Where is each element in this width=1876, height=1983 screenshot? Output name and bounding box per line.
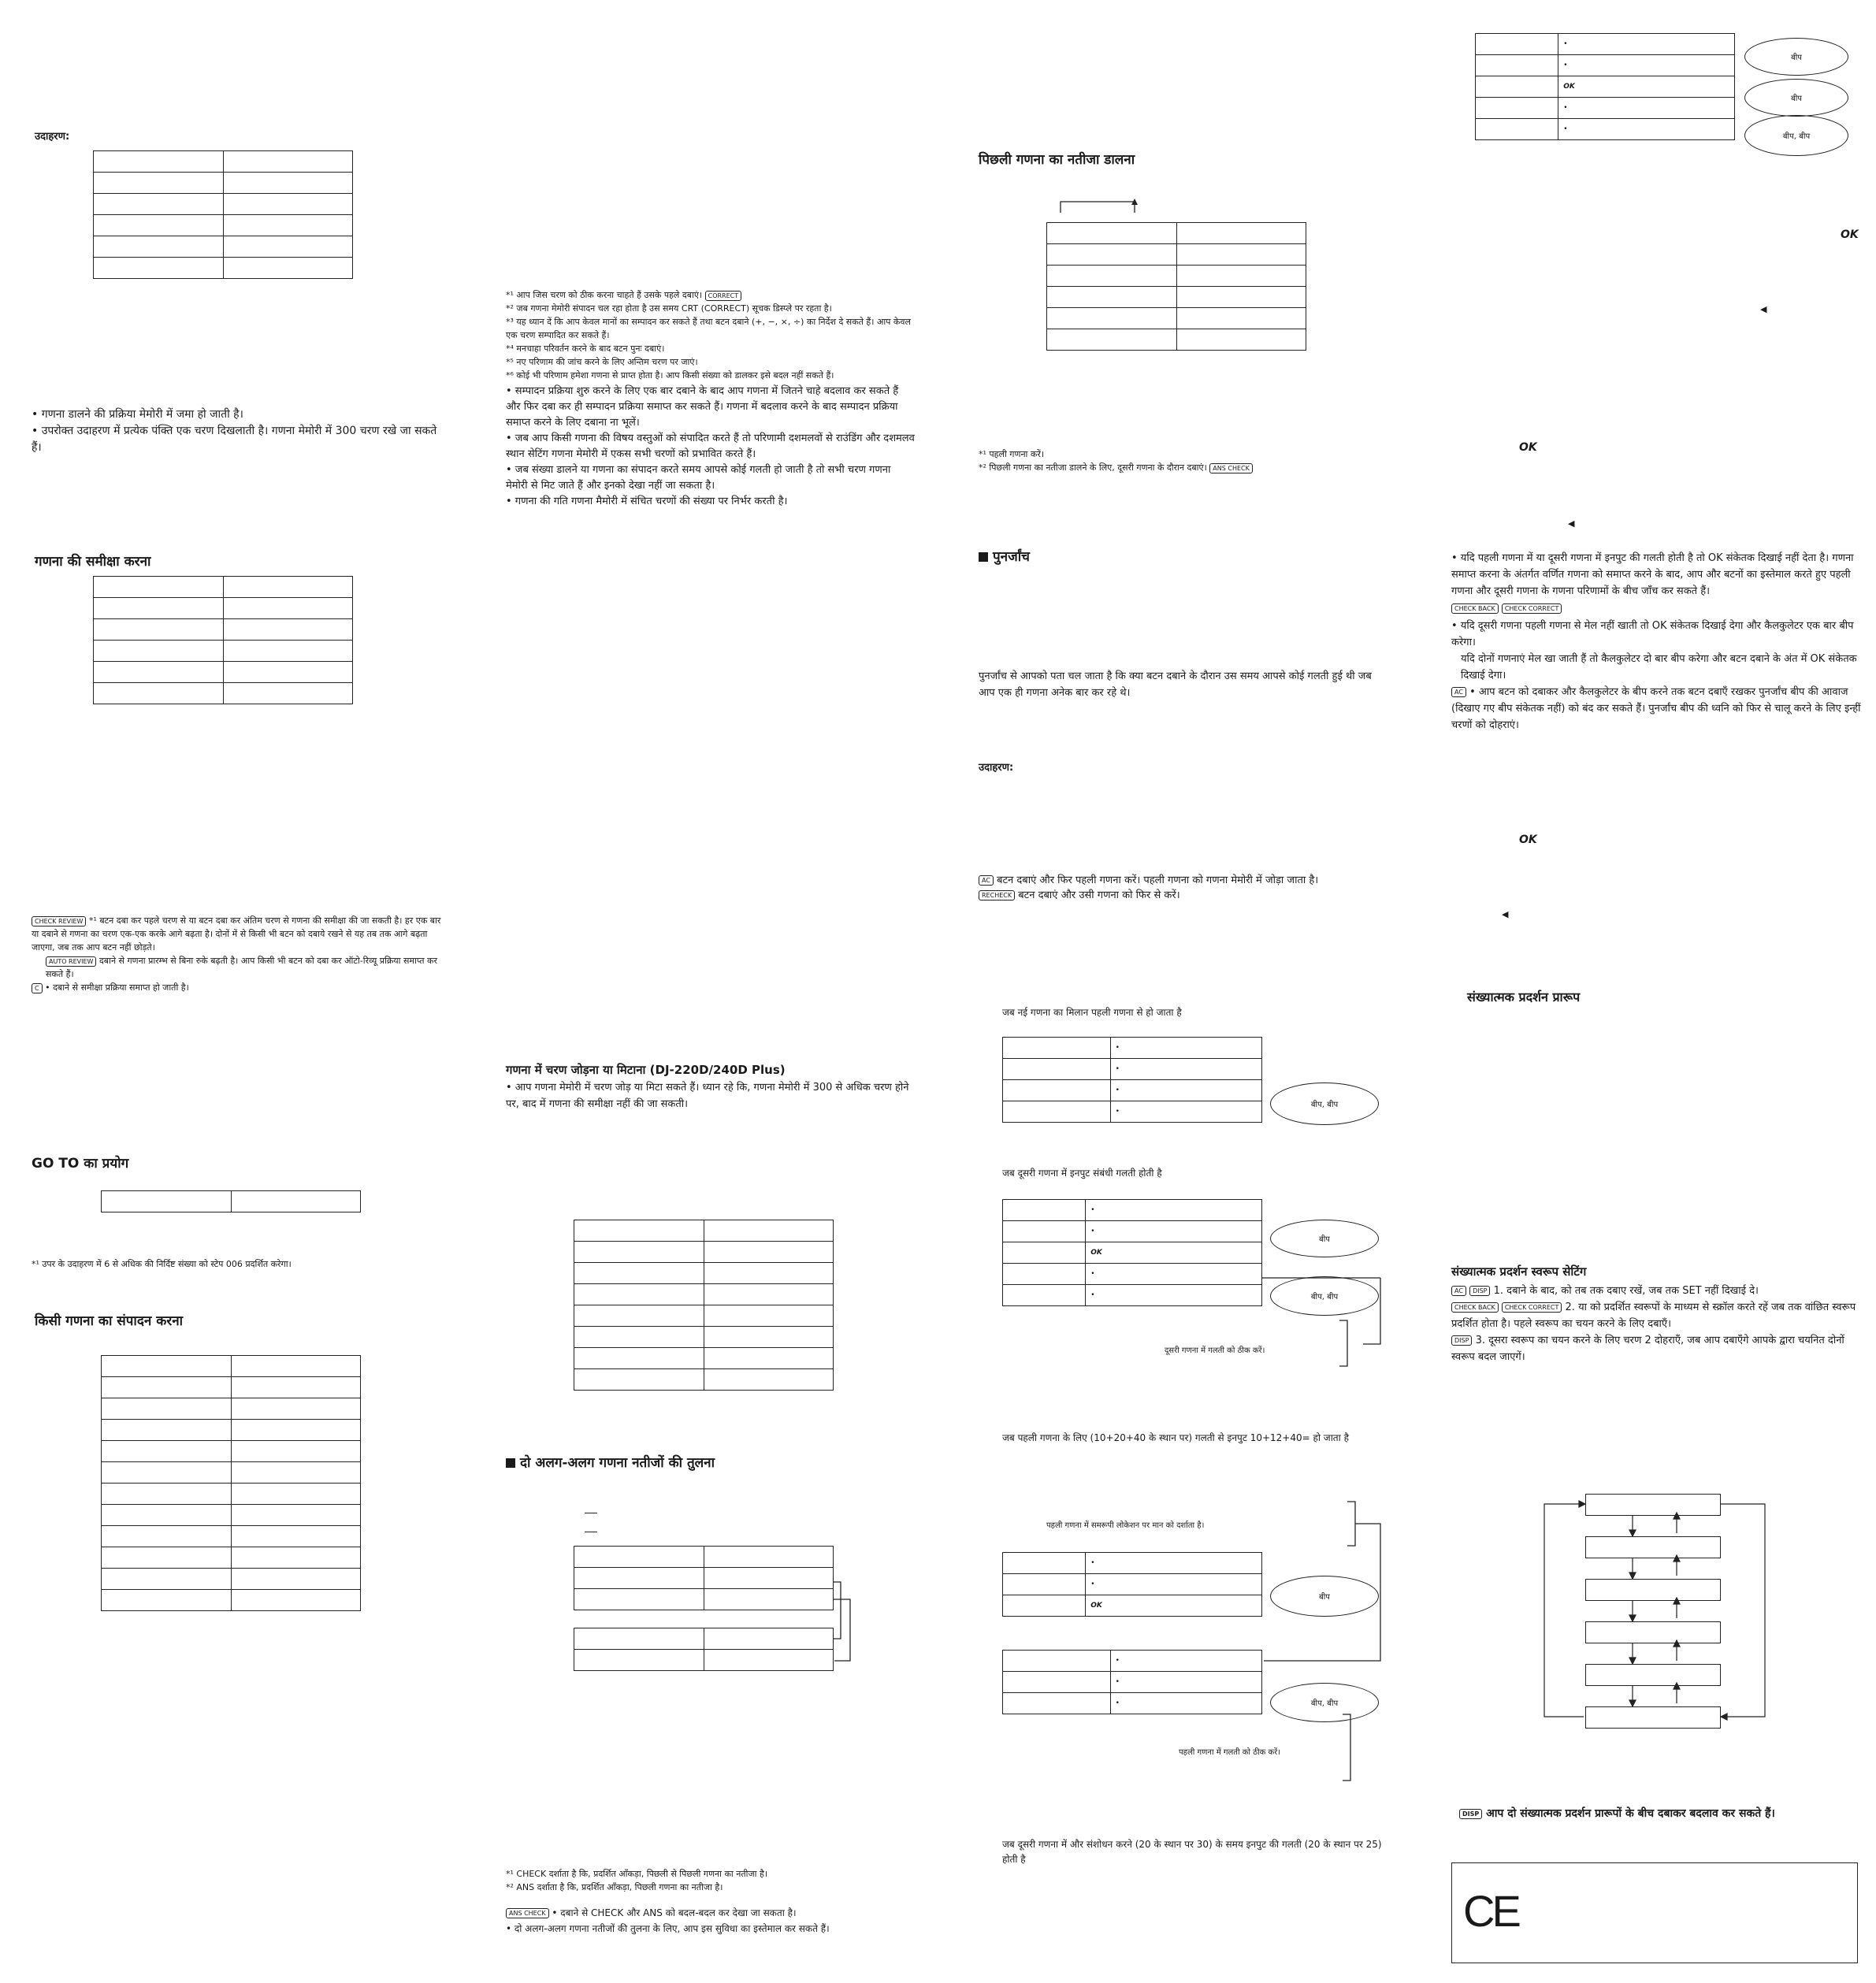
- bullet-item: • उपरोक्त उदाहरण में प्रत्येक पंक्ति एक चरण दिखलाती है। गणना मेमोरी में 300 चरण रखे जा सकते हैं।: [32, 425, 437, 454]
- edit-notes: [506, 288, 916, 510]
- compare-table-1: [574, 1546, 834, 1610]
- square-bullet-icon: [979, 552, 988, 562]
- prev-table: [1046, 222, 1306, 351]
- ok-indicator: OK: [1090, 1602, 1102, 1610]
- prev-heading: पिछली गणना का नतीजा डालना: [979, 152, 1135, 168]
- ok-indicator: OK: [1841, 228, 1859, 241]
- switch-line: [1459, 1806, 1775, 1821]
- edit-table: [101, 1355, 361, 1611]
- recheck-key: RECHECK: [979, 890, 1015, 901]
- beep-bubble: बीप: [1270, 1576, 1379, 1617]
- case3-table-2: • • •: [1002, 1650, 1262, 1714]
- prev-note-text: *² पिछली गणना का नतीजा डालने के लिए, दूसरी गणना के दौरान दबाएं।: [979, 462, 1207, 473]
- edit-note-text: *⁵ नए परिणाम की जांच करने के लिए अन्तिम चरण पर जाएं।: [506, 357, 698, 367]
- check-back-key: CHECK BACK: [1451, 603, 1499, 614]
- recheck-bullet: • आप बटन को दबाकर और कैलकुलेटर के बीप करने तक बटन दबाएँ रखकर पुनर्जांच बीप की आवाज (दिखाए गए बीप संकेतक नहीं) को बंद कर सकते हैं। पुनर्जांच बीप की ध्वनि को फिर से चालू करने के लिए इन्हीं चरणों को दोहराएं।: [1451, 686, 1861, 731]
- edit-note-text: *⁴ मनचाहा परिवर्तन करने के बाद बटन पुनः दबाएं।: [506, 343, 665, 354]
- example-label: उदाहरण:: [979, 762, 1014, 774]
- insert-heading: [506, 1062, 786, 1078]
- recheck-bullets: [1451, 550, 1861, 733]
- check-back-key: CHECK BACK: [1451, 1302, 1499, 1313]
- ans-check-key: ANS CHECK: [506, 1908, 549, 1918]
- review-note-text: • दबाने से समीक्षा प्रक्रिया समाप्त हो जाती है।: [45, 982, 189, 993]
- example-table: [93, 150, 353, 279]
- ac-key: AC: [1451, 1286, 1466, 1296]
- switch-line-text: आप दो संख्यात्मक प्रदर्शन प्रारूपों के बीच दबाकर बदलाव कर सकते हैं।: [1486, 1807, 1775, 1820]
- prev-arrow: [1056, 197, 1150, 216]
- disp-key: DISP: [1451, 1335, 1472, 1346]
- insert-table: [574, 1220, 834, 1391]
- square-bullet-icon: [506, 1458, 515, 1468]
- ac-line: बटन दबाएं और फिर पहली गणना करें। पहली गणना को गणना मेमोरी में जोड़ा जाता है।: [997, 875, 1319, 886]
- compare-arrows: [831, 1576, 863, 1670]
- compare-bullets: [506, 1905, 916, 1937]
- compare-heading: [506, 1453, 715, 1471]
- case1-label: जब नई गणना का मिलान पहली गणना से हो जाता है: [1002, 1007, 1182, 1018]
- setting-step: 1. दबाने के बाद, को तब तक दबाए रखें, जब तक SET नहीं दिखाई दे।: [1493, 1285, 1759, 1297]
- edit-note-text: *⁶ कोई भी परिणाम हमेशा गणना से प्राप्त होता है। आप किसी संख्या को डालकर इसे बदल नहीं सकते हैं।: [506, 370, 834, 381]
- beep-beep-bubble: बीप, बीप: [1270, 1276, 1379, 1316]
- ok-indicator: OK: [1519, 441, 1537, 454]
- case2-table: • • OK • •: [1002, 1199, 1262, 1306]
- recheck-bullet: • यदि दूसरी गणना पहली गणना से मेल नहीं खाती तो OK संकेतक दिखाई देगा और कैलकुलेटर एक बार बीप करेगा।: [1451, 620, 1854, 648]
- case2-label: जब दूसरी गणना में इनपुट संबंधी गलती होती है: [1002, 1168, 1162, 1179]
- insert-heading-text: गणना में चरण जोड़ना या मिटाना: [506, 1063, 646, 1077]
- recheck-line: बटन दबाएं और उसी गणना को फिर से करें।: [1018, 889, 1180, 901]
- compare-notes: [506, 1867, 916, 1894]
- ce-mark: CE: [1463, 1886, 1518, 1936]
- beep-beep-bubble: बीप, बीप: [1744, 115, 1848, 156]
- compare-bullet: • दो अलग-अलग गणना नतीजों की तुलना के लिए, आप इस सुविधा का इस्तेमाल कर सकते हैं।: [506, 1923, 830, 1934]
- auto-review-key: AUTO REVIEW: [46, 956, 96, 967]
- beep-bubble: बीप: [1744, 79, 1848, 117]
- edit-note-text: *² जब गणना मेमोरी संपादन चल रहा होता है उस समय CRT (CORRECT) सूचक डिस्प्ले पर रहता है।: [506, 303, 832, 314]
- recheck-steps: [979, 873, 1388, 903]
- memory-bullets: [32, 407, 449, 456]
- recheck-heading-text: पुनर्जांच: [993, 549, 1030, 565]
- correct-key: CORRECT: [705, 291, 742, 301]
- example-label: उदाहरण:: [35, 131, 70, 143]
- compare-note-text: *¹ CHECK दर्शाता है कि, प्रदर्शित आँकड़ा, पिछली से पिछली गणना का नतीजा है।: [506, 1869, 768, 1879]
- setting-step: 3. दूसरा स्वरूप का चयन करने के लिए चरण 2 दोहराएँ, जब आप दबाएँगे आपके द्वारा चयनित दोनों स्वरूप बदल जाएगें।: [1451, 1335, 1844, 1363]
- speaker-icon: ◀: [1502, 909, 1509, 919]
- goto-heading: GO TO का प्रयोग: [32, 1156, 129, 1172]
- beep-beep-bubble: बीप, बीप: [1270, 1683, 1379, 1722]
- case3-table-1: • • OK: [1002, 1552, 1262, 1617]
- edit-note-text: *³ यह ध्यान दें कि आप केवल मानों का सम्पादन कर सकते हैं तथा बटन दबाने (+, −, ×, ÷) का निर्देश दे सकते हैं। आप केवल एक चरण सम्पादित कर सकते हैं।: [506, 317, 911, 340]
- ac-key: AC: [979, 875, 994, 886]
- shows-value-label: पहली गणना में समरूपी लोकेशन पर मान को दर्शाता है।: [1046, 1521, 1205, 1530]
- format-cycle-arrows: [1536, 1497, 1773, 1733]
- recheck-bullet: • यदि पहली गणना में या दूसरी गणना में इनपुट की गलती होती है तो OK संकेतक दिखाई नहीं देता है। गणना समाप्त करना के अंतर्गत वर्णित गणना को समाप्त करने के बाद, आप और बटनों का इस्तेमाल करते हुए पहली गणना और दूसरी गणना के गणना परिणामों के बीच जाँच कर सकते हैं।: [1451, 552, 1854, 597]
- review-note-text: *¹ बटन दबा कर पहले चरण से या बटन दबा कर अंतिम चरण से गणना की समीक्षा की जा सकती है। हर एक बार या दबाने से गणना का चरण एक-एक करके आगे बढ़ता है। दोनों में से किसी भी बटन को दबाये रखने से यह तब तक आगे बढ़ता जाएगा, जब तक आप बटन नहीं छोड़ते।: [32, 915, 441, 953]
- disp-key: DISP: [1469, 1286, 1490, 1296]
- insert-model: (DJ-220D/240D Plus): [649, 1063, 786, 1077]
- review-heading: गणना की समीक्षा करना: [35, 554, 151, 570]
- case4-label: जब दूसरी गणना में और संशोधन करने (20 के स्थान पर 30) के समय इनपुट की गलती (20 के स्थान पर 25) होती है: [1002, 1839, 1382, 1865]
- compare-note-text: *² ANS दर्शाता है कि, प्रदर्शित आँकड़ा, पिछली गणना का नतीजा है।: [506, 1882, 723, 1892]
- edit-bullet: • जब संख्या डालने या गणना का संपादन करते समय आपसे कोई गलती हो जाती है तो सभी चरण गणना मेमोरी से मिट जाते हैं और इनको देखा नहीं जा सकता है।: [506, 464, 891, 492]
- disp-key: DISP: [1459, 1809, 1482, 1819]
- setting-heading: संख्यात्मक प्रदर्शन स्वरूप सेटिंग: [1451, 1264, 1587, 1279]
- ok-indicator: OK: [1563, 83, 1575, 91]
- case3-bracket: [1339, 1710, 1371, 1788]
- check-review-key: CHECK REVIEW: [32, 916, 86, 927]
- case2-arrows: [1261, 1273, 1387, 1376]
- fix2-label: दूसरी गणना में गलती को ठीक करें।: [1165, 1346, 1265, 1355]
- speaker-icon: ◀: [1760, 304, 1767, 314]
- format-heading: संख्यात्मक प्रदर्शन प्रारूप: [1467, 990, 1581, 1004]
- edit-note-text: *¹ आप जिस चरण को ठीक करना चाहते हैं उसके पहले दबाएं।: [506, 290, 703, 300]
- prev-note-text: *¹ पहली गणना करें।: [979, 449, 1045, 459]
- review-notes: [32, 914, 441, 994]
- insert-bullet: • आप गणना मेमोरी में चरण जोड़ या मिटा सकते हैं। ध्यान रहे कि, गणना मेमोरी में 300 से अधिक चरण होने पर, बाद में गणना की समीक्षा नहीं की जा सकती।: [506, 1082, 909, 1110]
- beep-beep-bubble: बीप, बीप: [1270, 1082, 1379, 1125]
- edit-heading: किसी गणना का संपादन करना: [35, 1313, 184, 1329]
- ce-box: [1451, 1862, 1858, 1963]
- edit-bullet: • जब आप किसी गणना की विषय वस्तुओं को संपादित करते हैं तो परिणामी दशमलवों से राउंडिंग और दशमलव स्थान सेटिंग गणना मेमोरी में एकस सभी चरणों को प्रभावित करते हैं।: [506, 433, 915, 460]
- edit-bullet: • सम्पादन प्रक्रिया शुरु करने के लिए एक बार दबाने के बाद आप गणना में जितने चाहे बदलाव कर सकते हैं और फिर दबा कर ही सम्पादन प्रक्रिया समाप्त कर सकते हैं। गणना में बदलाव करने के बाद सम्पादन प्रक्रिया समाप्त करने के लिए दबाना ना भूलें।: [506, 385, 899, 429]
- case3-label: जब पहली गणना के लिए (10+20+40 के स्थान पर) गलती से इनपुट 10+12+40= हो जाता है: [1002, 1432, 1349, 1443]
- compare-table-2: [574, 1628, 834, 1671]
- ans-check-key: ANS CHECK: [1209, 463, 1253, 473]
- recheck-bullet: यदि दोनों गणनाएं मेल खा जाती हैं तो कैलकुलेटर दो बार बीप करेगा और बटन दबाने के अंत में OK संकेतक दिखाई देगा।: [1461, 653, 1857, 681]
- top-table: • • OK • •: [1475, 33, 1735, 140]
- c-key: C: [32, 983, 43, 993]
- recheck-heading: [979, 547, 1030, 565]
- case1-table: • • • •: [1002, 1037, 1262, 1123]
- beep-bubble: बीप: [1270, 1220, 1379, 1257]
- review-note-text: दबाने से गणना प्रारम्भ से बिना रुके बढ़ती है। आप किसी भी बटन को दबा कर ऑटो-रिव्यू प्रक्रिया समाप्त कर सकते हैं।: [46, 956, 437, 979]
- check-correct-key: CHECK CORRECT: [1502, 603, 1562, 614]
- ok-indicator: OK: [1519, 834, 1537, 846]
- bullet-item: • गणना डालने की प्रक्रिया मेमोरी में जमा हो जाती है।: [32, 408, 243, 421]
- compare-bullet: • दबाने से CHECK और ANS को बदल-बदल कर देखा जा सकता है।: [552, 1907, 797, 1918]
- goto-note: *¹ उपर के उदाहरण में 6 से अधिक की निर्दिष्ट संख्या को स्टेप 006 प्रदर्शित करेगा।: [32, 1259, 292, 1269]
- ac-key: AC: [1451, 687, 1466, 697]
- setting-steps: [1451, 1283, 1861, 1365]
- speaker-icon: ◀: [1568, 518, 1575, 529]
- fix1-label: पहली गणना में गलती को ठीक करें।: [1179, 1748, 1281, 1757]
- ok-indicator: OK: [1090, 1249, 1102, 1257]
- setting-step: 2. या को प्रदर्शित स्वरूपों के माध्यम से स्क्रॉल करते रहें जब तक वांछित स्वरूप प्रदर्शित होता है। पहले स्वरूप का चयन करने के लिए दबाएँ।: [1451, 1302, 1856, 1330]
- check-correct-key: CHECK CORRECT: [1502, 1302, 1562, 1313]
- recheck-para: पुनर्जांच से आपको पता चल जाता है कि क्या बटन दबाने के दौरान उस समय आपसे कोई गलती हुई थी जब आप एक ही गणना अनेक बार कर रहे थे।: [979, 670, 1372, 699]
- compare-heading-text: दो अलग-अलग गणना नतीजों की तुलना: [520, 1455, 715, 1471]
- goto-table: [101, 1190, 361, 1212]
- prev-notes: [979, 447, 1388, 474]
- review-table: [93, 576, 353, 704]
- edit-bullet: • गणना की गति गणना मैमोरी में संचित चरणों की संख्या पर निर्भर करती है।: [506, 496, 788, 507]
- beep-bubble: बीप: [1744, 38, 1848, 76]
